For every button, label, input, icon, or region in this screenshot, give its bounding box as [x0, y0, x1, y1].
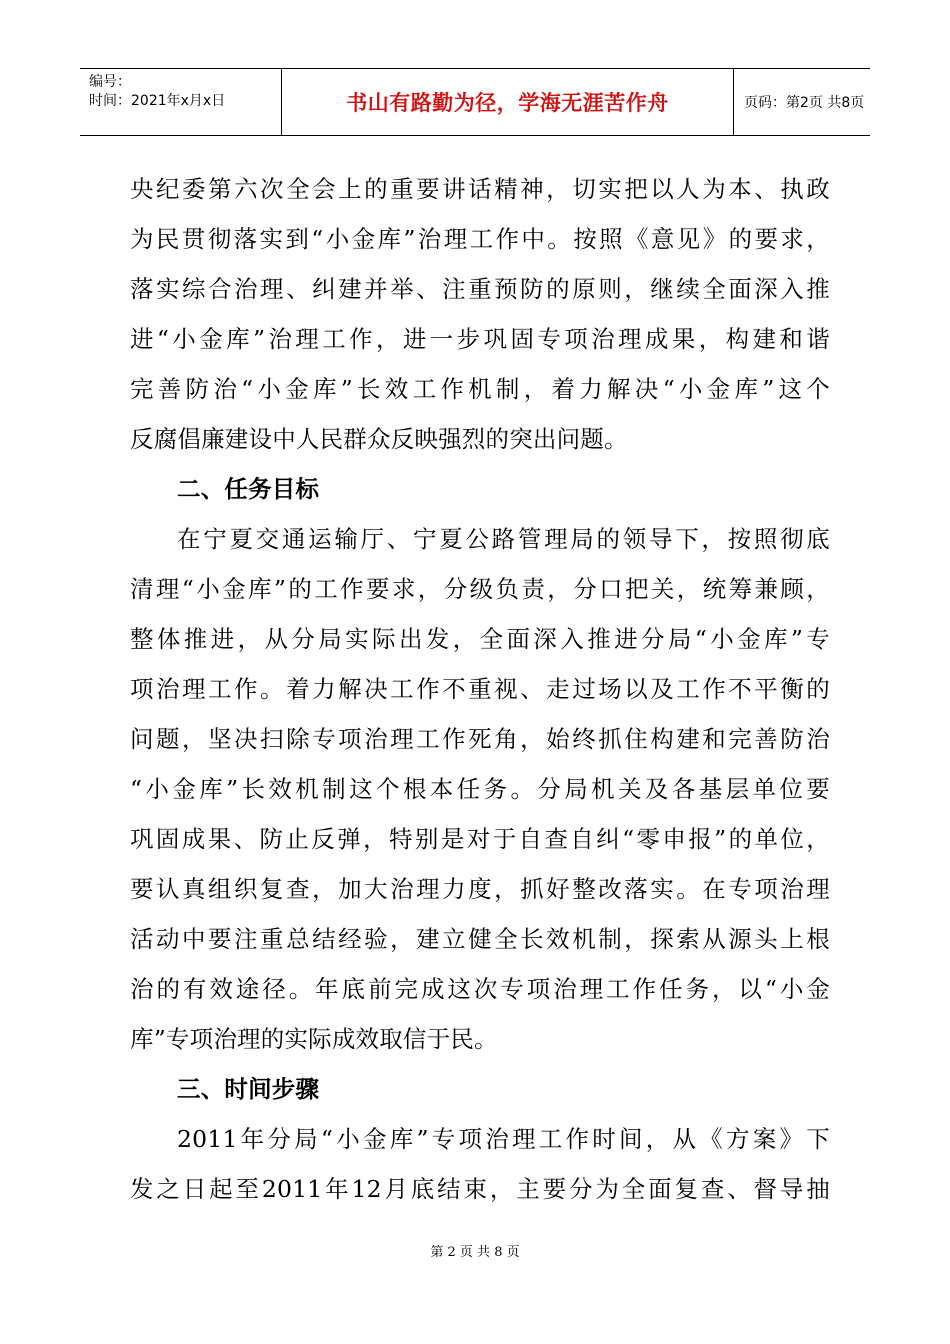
body-line: 问题，坚决扫除专项治理工作死角，始终抓住构建和完善防治	[130, 725, 830, 753]
header-motto-cell	[282, 69, 734, 135]
body-line: 进“小金库”治理工作，进一步巩固专项治理成果，构建和谐	[130, 325, 830, 353]
header-meta	[80, 69, 282, 135]
header-motto: 书山有路勤为径，学海无涯苦作舟	[346, 91, 669, 115]
body-line: 项治理工作。着力解决工作不重视、走过场以及工作不平衡的	[130, 675, 830, 703]
body-line: 巩固成果、防止反弹，特别是对于自查自纠“零申报”的单位，	[130, 825, 830, 853]
body-line: 完善防治“小金库”长效工作机制，着力解决“小金库”这个	[130, 375, 830, 403]
body-line: 2011年分局“小金库”专项治理工作时间，从《方案》下	[177, 1125, 830, 1153]
body-line: 清理“小金库”的工作要求，分级负责，分口把关，统筹兼顾，	[130, 575, 830, 603]
header-page-info: 页码：第2页 共8页	[744, 95, 865, 111]
body-line: 央纪委第六次全会上的重要讲话精神，切实把以人为本、执政	[130, 175, 830, 203]
page-header	[80, 68, 870, 136]
body-line: 要认真组织复查，加大治理力度，抓好整改落实。在专项治理	[130, 875, 830, 903]
body-line: 治的有效途径。年底前完成这次专项治理工作任务，以“小金	[130, 975, 830, 1003]
body-line: 活动中要注重总结经验，建立健全长效机制，探索从源头上根	[130, 925, 830, 953]
page-footer: 第 2 页 共 8 页	[430, 1245, 520, 1260]
body-line: 在宁夏交通运输厅、宁夏公路管理局的领导下，按照彻底	[177, 525, 830, 553]
document-body	[130, 164, 830, 1214]
section-heading: 三、时间步骤	[177, 1075, 320, 1103]
section-heading: 二、任务目标	[177, 475, 320, 503]
body-line: 库”专项治理的实际成效取信于民。	[130, 1025, 498, 1053]
serial-number-label: 编号：	[89, 74, 131, 90]
date-label: 时间：2021年x月x日	[89, 93, 226, 109]
body-line: 整体推进，从分局实际出发，全面深入推进分局“小金库”专	[130, 625, 830, 653]
body-line: 反腐倡廉建设中人民群众反映强烈的突出问题。	[130, 425, 628, 453]
body-line: 发之日起至2011年12月底结束，主要分为全面复查、督导抽	[130, 1175, 830, 1203]
body-line: 落实综合治理、纠建并举、注重预防的原则，继续全面深入推	[130, 275, 830, 303]
body-line: 为民贯彻落实到“小金库”治理工作中。按照《意见》的要求，	[130, 225, 830, 253]
body-line: “小金库”长效机制这个根本任务。分局机关及各基层单位要	[130, 775, 830, 803]
